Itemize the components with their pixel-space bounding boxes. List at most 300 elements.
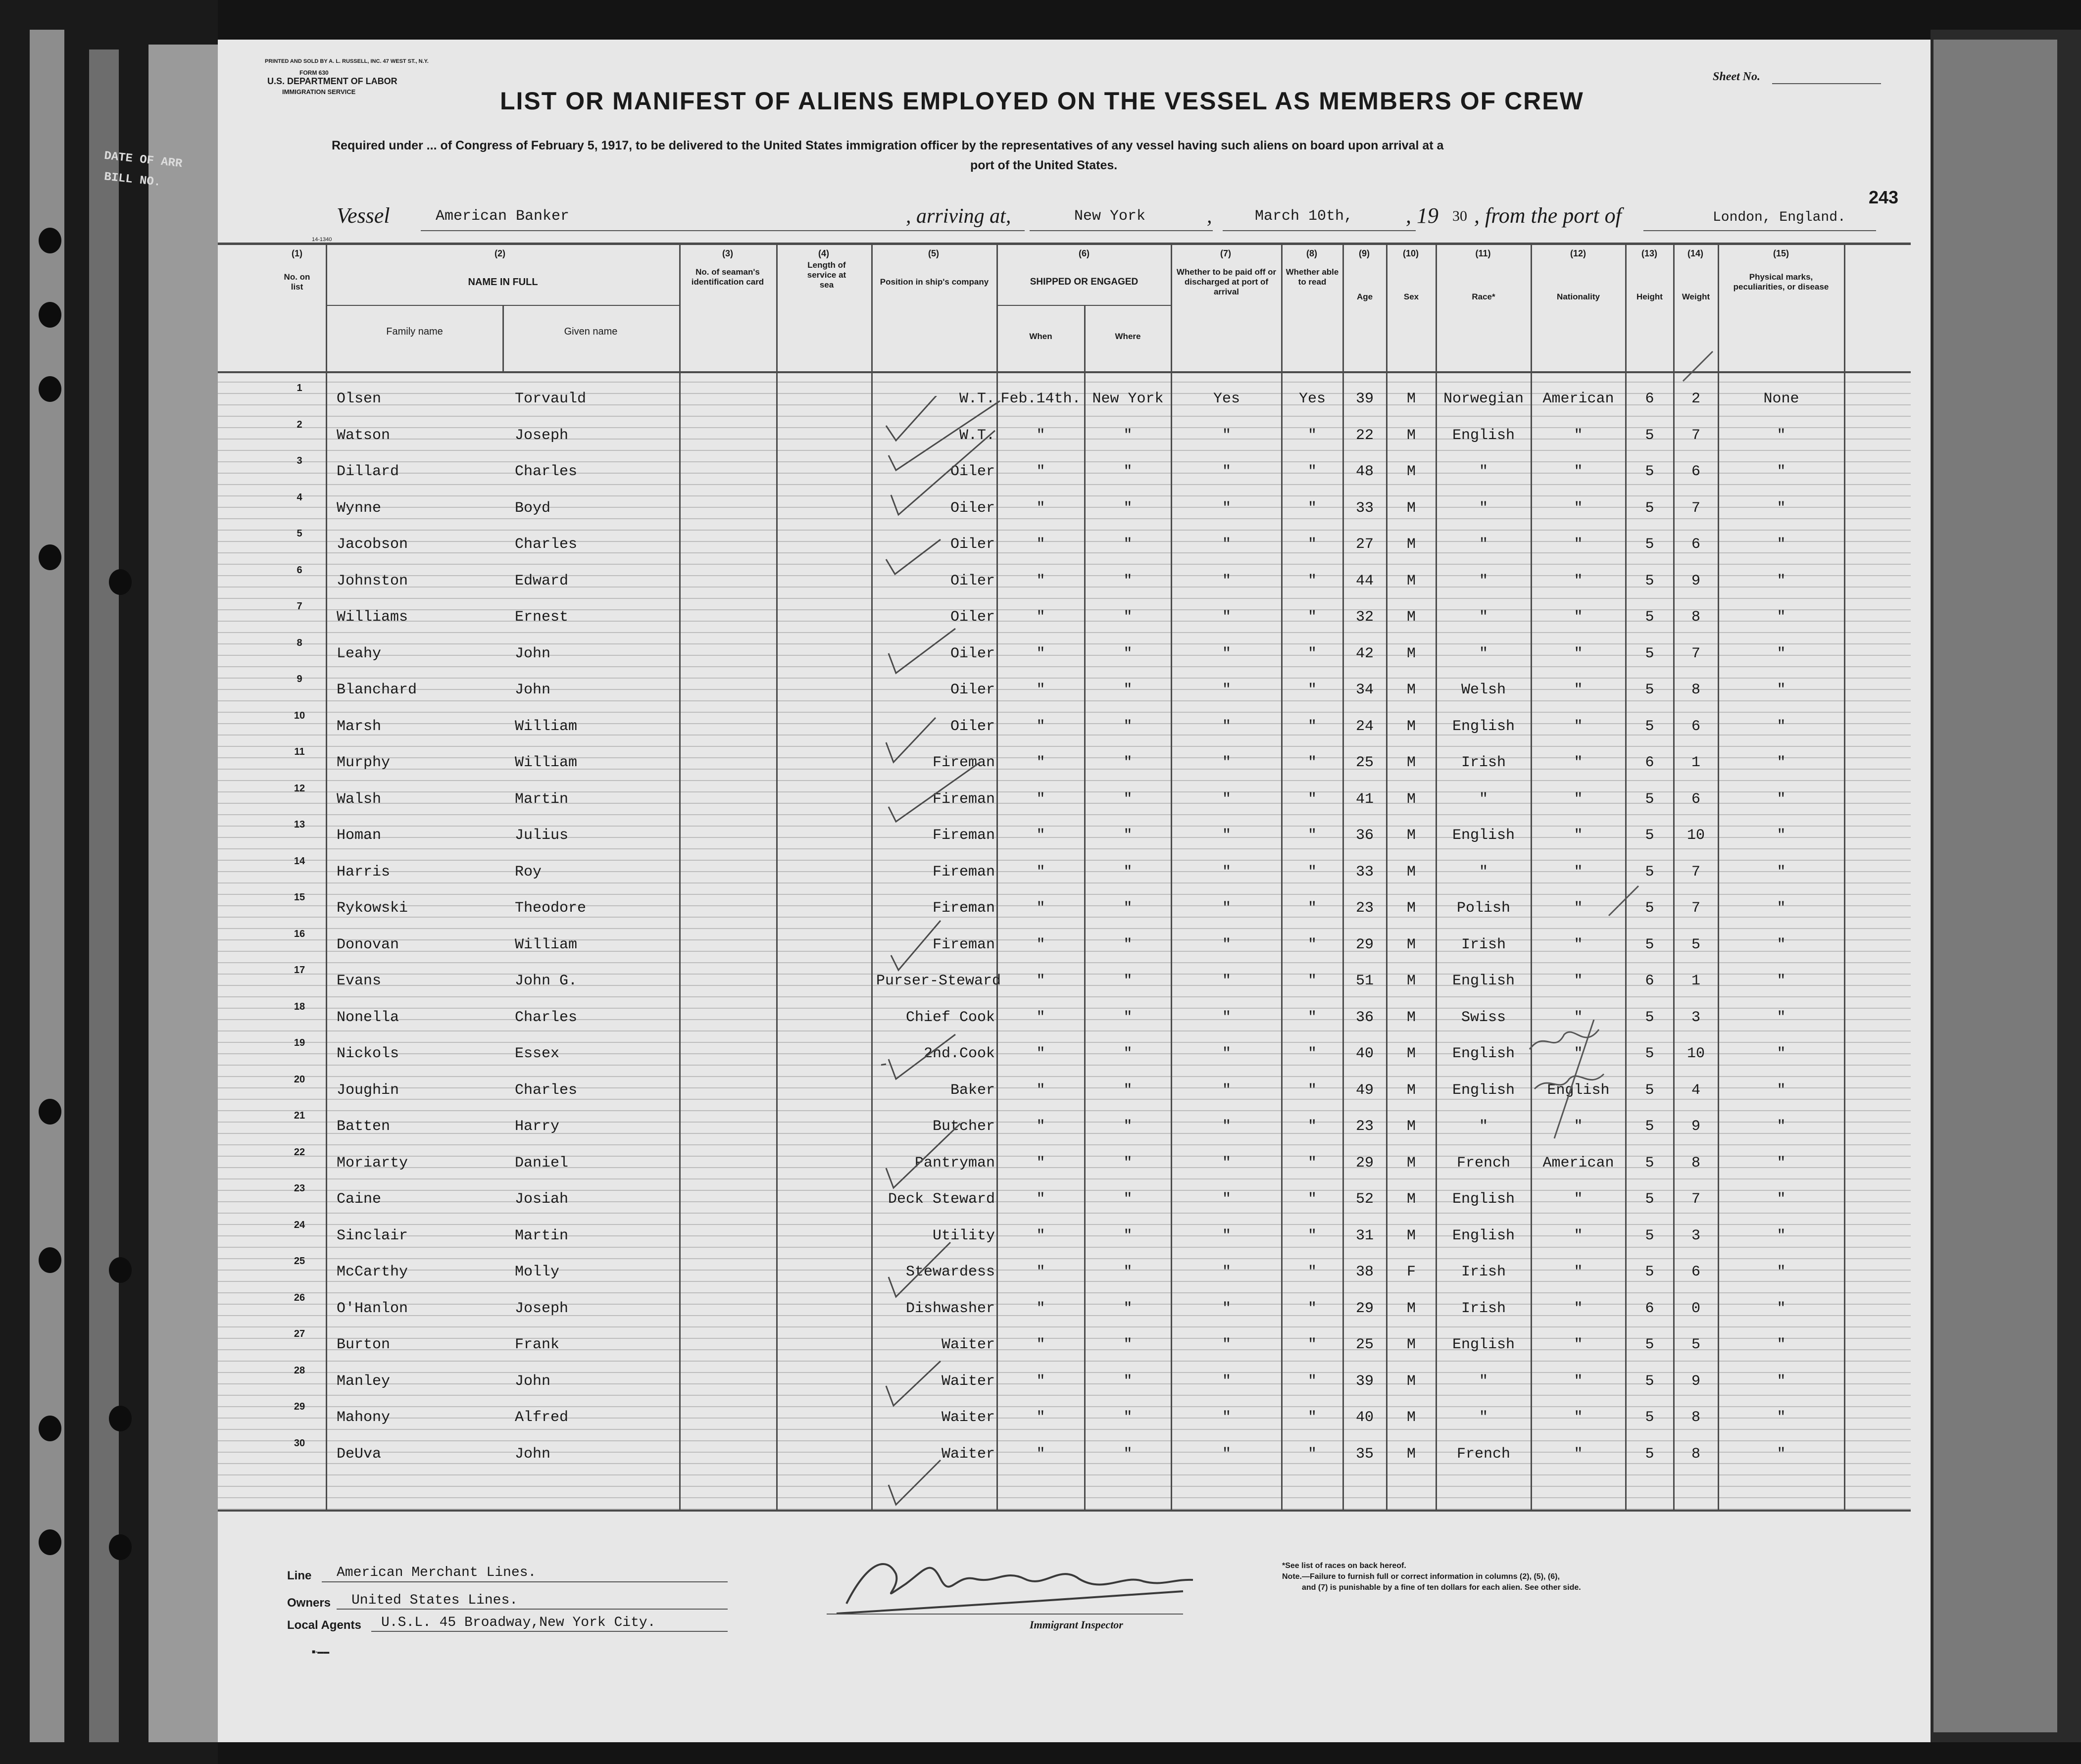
sex-cell: M: [1406, 973, 1416, 989]
position-cell: Waiter: [941, 1445, 995, 1463]
table-row: [218, 1254, 1911, 1291]
row-number-cell: 28: [294, 1365, 305, 1376]
paid-off-cell: ": [1222, 1445, 1231, 1463]
table-row: [218, 818, 1911, 854]
line-value: American Merchant Lines.: [337, 1565, 537, 1580]
nationality-cell: American: [1542, 391, 1614, 407]
age-cell: 36: [1355, 827, 1374, 844]
given-name-cell: Julius: [515, 827, 569, 844]
paid-off-cell: ": [1222, 1081, 1231, 1099]
race-cell: ": [1479, 645, 1488, 662]
paid-off-cell: ": [1222, 1227, 1231, 1244]
able-to-read-cell: ": [1307, 572, 1317, 589]
table-top-rule: [218, 243, 1911, 245]
vessel-underline: [421, 230, 1025, 231]
punch-hole: [39, 1099, 61, 1125]
weight-cell: 6: [1691, 1264, 1700, 1280]
row-number-cell: 25: [294, 1256, 305, 1267]
race-cell: English: [1452, 973, 1515, 989]
punch-hole: [109, 569, 132, 595]
header-shipped-engaged: SHIPPED OR ENGAGED: [1030, 277, 1139, 287]
position-cell: Fireman: [932, 827, 995, 844]
sex-cell: M: [1406, 427, 1416, 444]
col-num-13: (13): [1641, 248, 1657, 258]
given-name-cell: Joseph: [515, 427, 569, 444]
nationality-cell: ": [1574, 645, 1583, 662]
position-cell: W.T.: [959, 427, 995, 444]
punch-hole: [39, 1529, 61, 1555]
sex-cell: M: [1406, 572, 1416, 589]
race-cell: ": [1479, 1118, 1488, 1135]
race-cell: ": [1479, 609, 1488, 626]
age-cell: 22: [1355, 427, 1374, 444]
inspector-signature: [827, 1544, 1203, 1618]
shipped-when-cell: ": [1036, 1191, 1045, 1208]
header-age: Age: [1356, 292, 1373, 301]
row-number-cell: 11: [294, 746, 305, 757]
table-row: [218, 672, 1911, 709]
line-underline: [322, 1581, 728, 1582]
able-to-read-cell: ": [1307, 1227, 1317, 1244]
race-cell: English: [1452, 1336, 1515, 1353]
age-cell: 42: [1355, 645, 1374, 662]
age-cell: 29: [1355, 1154, 1374, 1172]
height-cell: 5: [1645, 1045, 1654, 1062]
family-name-cell: Walsh: [337, 790, 382, 808]
shipped-where-cell: ": [1123, 1264, 1133, 1280]
position-cell: Oiler: [950, 718, 995, 735]
height-cell: 5: [1645, 1336, 1654, 1353]
paid-off-cell: ": [1222, 1154, 1231, 1172]
weight-cell: 5: [1691, 936, 1700, 953]
row-number-cell: 6: [297, 564, 302, 576]
shipped-when-cell: ": [1036, 682, 1045, 698]
able-to-read-cell: ": [1307, 1409, 1317, 1426]
header-race: Race*: [1472, 292, 1495, 301]
paid-off-cell: ": [1222, 900, 1231, 917]
shipped-when-cell: ": [1036, 572, 1045, 589]
nationality-cell: ": [1574, 973, 1583, 989]
shipped-where-cell: ": [1123, 1045, 1133, 1062]
table-row: [218, 1291, 1911, 1327]
position-cell: Oiler: [950, 536, 995, 553]
col-num-2: (2): [495, 248, 505, 258]
given-name-cell: Boyd: [515, 499, 551, 517]
row-number-cell: 9: [297, 674, 302, 685]
shipped-where-cell: ": [1123, 1009, 1133, 1026]
weight-cell: 7: [1691, 499, 1700, 517]
physical-marks-cell: ": [1777, 754, 1786, 771]
shipped-when-cell: ": [1036, 1336, 1045, 1353]
height-cell: 6: [1645, 754, 1654, 771]
weight-cell: 3: [1691, 1009, 1700, 1026]
punch-hole: [109, 1406, 132, 1431]
year-suffix: 30: [1452, 208, 1467, 224]
nationality-cell: ": [1574, 900, 1583, 917]
nationality-cell: ": [1574, 1118, 1583, 1135]
able-to-read-cell: ": [1307, 936, 1317, 953]
col-num-5: (5): [928, 248, 939, 258]
table-row: [218, 1327, 1911, 1364]
nationality-cell: ": [1574, 536, 1583, 553]
table-row: [218, 1436, 1911, 1473]
sex-cell: M: [1406, 790, 1416, 808]
race-cell: Irish: [1461, 1300, 1506, 1317]
nationality-cell: ": [1574, 1409, 1583, 1426]
given-name-cell: Joseph: [515, 1300, 569, 1317]
given-name-cell: Edward: [515, 572, 569, 589]
race-cell: ": [1479, 863, 1488, 881]
sex-cell: M: [1406, 1445, 1416, 1463]
row-number-cell: 29: [294, 1401, 305, 1412]
age-cell: 49: [1355, 1081, 1374, 1099]
given-name-cell: William: [515, 718, 578, 735]
family-name-cell: Homan: [337, 827, 382, 844]
physical-marks-cell: ": [1777, 718, 1786, 735]
able-to-read-cell: ": [1307, 863, 1317, 881]
family-name-cell: Donovan: [337, 936, 399, 953]
table-row: [218, 1073, 1911, 1109]
shipped-when-cell: ": [1036, 790, 1045, 808]
height-cell: 5: [1645, 499, 1654, 517]
header-family-name: Family name: [386, 326, 443, 337]
age-cell: 51: [1355, 973, 1374, 989]
shipped-when-cell: Feb.14th.: [1000, 391, 1081, 407]
paid-off-cell: ": [1222, 536, 1231, 553]
able-to-read-cell: ": [1307, 1081, 1317, 1099]
nationality-cell: ": [1574, 1372, 1583, 1390]
sex-cell: M: [1406, 1045, 1416, 1062]
nationality-cell: ": [1574, 1045, 1583, 1062]
position-cell: W.T.: [959, 391, 995, 407]
weight-cell: 7: [1691, 645, 1700, 662]
margin-stamp-date: DATE OF ARR: [103, 149, 183, 171]
table-row: [218, 563, 1911, 600]
position-cell: Waiter: [941, 1409, 995, 1426]
shipped-where-cell: ": [1123, 1300, 1133, 1317]
row-number-cell: 14: [294, 855, 305, 867]
service-name: IMMIGRATION SERVICE: [282, 88, 356, 96]
header-name-in-full: NAME IN FULL: [468, 277, 538, 288]
given-name-cell: John: [515, 1372, 551, 1390]
age-cell: 23: [1355, 1118, 1374, 1135]
position-cell: Fireman: [932, 936, 995, 953]
age-cell: 41: [1355, 790, 1374, 808]
sex-cell: M: [1406, 900, 1416, 917]
height-cell: 5: [1645, 1154, 1654, 1172]
paid-off-cell: ": [1222, 790, 1231, 808]
arriving-underline: [1030, 230, 1213, 231]
paid-off-cell: ": [1222, 1191, 1231, 1208]
col-divider: [502, 305, 504, 371]
physical-marks-cell: ": [1777, 900, 1786, 917]
table-row: [218, 490, 1911, 527]
family-name-cell: Batten: [337, 1118, 391, 1135]
age-cell: 52: [1355, 1191, 1374, 1208]
age-cell: 36: [1355, 1009, 1374, 1026]
shipped-when-cell: ": [1036, 754, 1045, 771]
race-cell: ": [1479, 536, 1488, 553]
race-cell: ": [1479, 1409, 1488, 1426]
shipped-when-cell: ": [1036, 900, 1045, 917]
given-name-cell: Harry: [515, 1118, 560, 1135]
sex-cell: M: [1406, 609, 1416, 626]
weight-cell: 8: [1691, 1154, 1700, 1172]
family-name-cell: Nonella: [337, 1009, 399, 1026]
age-cell: 29: [1355, 936, 1374, 953]
position-cell: Pantryman: [914, 1154, 995, 1172]
position-cell: Waiter: [941, 1372, 995, 1390]
sex-cell: M: [1406, 1154, 1416, 1172]
weight-cell: 7: [1691, 1191, 1700, 1208]
vessel-name: American Banker: [436, 208, 570, 225]
nationality-cell: ": [1574, 1300, 1583, 1317]
paid-off-cell: ": [1222, 1118, 1231, 1135]
sex-cell: M: [1406, 718, 1416, 735]
race-cell: English: [1452, 827, 1515, 844]
physical-marks-cell: ": [1777, 1009, 1786, 1026]
shipped-when-cell: ": [1036, 499, 1045, 517]
row-number-cell: 26: [294, 1292, 305, 1303]
nationality-cell: ": [1574, 827, 1583, 844]
paid-off-cell: ": [1222, 682, 1231, 698]
race-cell: English: [1452, 1227, 1515, 1244]
shipped-where-cell: ": [1123, 1445, 1133, 1463]
col-num-10: (10): [1402, 248, 1419, 258]
handwritten-annotation: [1678, 346, 1718, 386]
race-cell: ": [1479, 1372, 1488, 1390]
given-name-cell: Theodore: [515, 900, 587, 917]
from-port-underline: [1643, 230, 1876, 231]
given-name-cell: Martin: [515, 1227, 569, 1244]
table-bottom-rule: [218, 1510, 1911, 1512]
height-cell: 5: [1645, 827, 1654, 844]
row-number-cell: 22: [294, 1146, 305, 1158]
shipped-where-cell: ": [1123, 1227, 1133, 1244]
given-name-cell: Josiah: [515, 1191, 569, 1208]
nationality-cell: ": [1574, 463, 1583, 480]
col-num-15: (15): [1773, 248, 1789, 258]
row-number-cell: 20: [294, 1074, 305, 1085]
age-cell: 33: [1355, 863, 1374, 881]
weight-cell: 1: [1691, 973, 1700, 989]
weight-cell: 6: [1691, 536, 1700, 553]
able-to-read-cell: ": [1307, 1045, 1317, 1062]
shipped-where-cell: ": [1123, 427, 1133, 444]
paid-off-cell: ": [1222, 863, 1231, 881]
paid-off-cell: ": [1222, 973, 1231, 989]
shipped-where-cell: ": [1123, 682, 1133, 698]
form-number: FORM 630: [299, 69, 329, 76]
race-cell: ": [1479, 463, 1488, 480]
race-cell: English: [1452, 718, 1515, 735]
position-cell: Fireman: [932, 790, 995, 808]
date-underline: [1223, 230, 1416, 231]
weight-cell: 10: [1686, 827, 1705, 844]
from-port-label: , from the port of: [1474, 203, 1622, 228]
table-row: [218, 454, 1911, 490]
row-number-cell: 12: [294, 783, 305, 794]
shipped-when-cell: ": [1036, 1445, 1045, 1463]
shipped-when-cell: ": [1036, 1227, 1045, 1244]
family-name-cell: Harris: [337, 863, 391, 881]
nationality-cell: ": [1574, 1445, 1583, 1463]
shipped-where-cell: ": [1123, 1081, 1133, 1099]
binder-strip: [149, 45, 218, 1742]
shipped-where-cell: ": [1123, 900, 1133, 917]
able-to-read-cell: ": [1307, 463, 1317, 480]
header-rule: [218, 371, 1911, 373]
position-cell: Stewardess: [905, 1264, 995, 1280]
given-name-cell: William: [515, 936, 578, 953]
table-row: [218, 1400, 1911, 1436]
position-cell: Oiler: [950, 645, 995, 662]
sex-cell: M: [1406, 682, 1416, 698]
shipped-when-cell: ": [1036, 973, 1045, 989]
family-name-cell: DeUva: [337, 1445, 382, 1463]
row-number-cell: 1: [297, 383, 302, 393]
owners-value: United States Lines.: [351, 1593, 518, 1608]
table-row: [218, 890, 1911, 927]
height-cell: 6: [1645, 973, 1654, 989]
physical-marks-cell: ": [1777, 1445, 1786, 1463]
age-cell: 25: [1355, 1336, 1374, 1353]
weight-cell: 10: [1686, 1045, 1705, 1062]
height-cell: 5: [1645, 1445, 1654, 1463]
able-to-read-cell: ": [1307, 790, 1317, 808]
shipped-where-cell: ": [1123, 1118, 1133, 1135]
race-cell: ": [1479, 790, 1488, 808]
table-row: [218, 1181, 1911, 1218]
shipped-when-cell: ": [1036, 1154, 1045, 1172]
page-number: 243: [1869, 187, 1899, 207]
age-cell: 32: [1355, 609, 1374, 626]
shipped-when-cell: ": [1036, 645, 1045, 662]
family-name-cell: Burton: [337, 1336, 391, 1353]
sex-cell: M: [1406, 827, 1416, 844]
header-given-name: Given name: [564, 326, 618, 337]
position-cell: Chief Cook: [905, 1009, 995, 1026]
vessel-label: Vessel: [337, 203, 390, 228]
age-cell: 39: [1355, 391, 1374, 407]
physical-marks-cell: None: [1763, 391, 1799, 407]
punch-hole: [39, 544, 61, 570]
header-paid-off: Whether to be paid off or discharged at port of arrival: [1176, 267, 1277, 296]
header-height: Height: [1636, 292, 1663, 301]
race-cell: English: [1452, 1045, 1515, 1062]
physical-marks-cell: ": [1777, 572, 1786, 589]
row-number-cell: 8: [297, 637, 302, 648]
family-name-cell: Evans: [337, 973, 382, 989]
able-to-read-cell: ": [1307, 1118, 1317, 1135]
physical-marks-cell: ": [1777, 609, 1786, 626]
nationality-cell: ": [1574, 427, 1583, 444]
physical-marks-cell: ": [1777, 463, 1786, 480]
family-name-cell: Jacobson: [337, 536, 408, 553]
race-cell: Irish: [1461, 936, 1506, 953]
height-cell: 6: [1645, 1300, 1654, 1317]
family-name-cell: Olsen: [337, 391, 382, 407]
col-num-12: (12): [1570, 248, 1586, 258]
sex-cell: M: [1406, 536, 1416, 553]
physical-marks-cell: ": [1777, 645, 1786, 662]
paid-off-cell: ": [1222, 1372, 1231, 1390]
family-name-cell: Manley: [337, 1372, 391, 1390]
table-row: [218, 599, 1911, 636]
physical-marks-cell: ": [1777, 1045, 1786, 1062]
age-cell: 31: [1355, 1227, 1374, 1244]
race-cell: English: [1452, 1191, 1515, 1208]
paid-off-cell: ": [1222, 1336, 1231, 1353]
position-cell: Fireman: [932, 754, 995, 771]
date-comma: ,: [1207, 205, 1212, 228]
paid-off-cell: ": [1222, 1409, 1231, 1426]
penalty-note-2: and (7) is punishable by a fine of ten dollars for each alien. See other side.: [1302, 1583, 1581, 1592]
punch-hole: [39, 1247, 61, 1273]
table-row: [218, 1000, 1911, 1036]
punch-hole: [109, 1534, 132, 1560]
position-cell: Dishwasher: [905, 1300, 995, 1317]
position-cell: Purser-Steward: [876, 973, 1001, 989]
col-num-7: (7): [1220, 248, 1231, 258]
age-cell: 38: [1355, 1264, 1374, 1280]
row-number-cell: 17: [294, 965, 305, 976]
given-name-cell: Martin: [515, 790, 569, 808]
shipped-where-cell: ": [1123, 1154, 1133, 1172]
table-row: [218, 854, 1911, 891]
nationality-cell: ": [1574, 1264, 1583, 1280]
able-to-read-cell: ": [1307, 973, 1317, 989]
shipped-where-cell: ": [1123, 863, 1133, 881]
age-cell: 27: [1355, 536, 1374, 553]
physical-marks-cell: ": [1777, 1300, 1786, 1317]
handwritten-annotation: [1604, 881, 1643, 921]
shipped-when-cell: ": [1036, 609, 1045, 626]
position-cell: Oiler: [950, 463, 995, 480]
sex-cell: M: [1406, 1118, 1416, 1135]
given-name-cell: John G.: [515, 973, 578, 989]
height-cell: 5: [1645, 572, 1654, 589]
family-name-cell: McCarthy: [337, 1264, 408, 1280]
row-number-cell: 5: [297, 528, 302, 539]
age-cell: 23: [1355, 900, 1374, 917]
shipped-where-cell: ": [1123, 754, 1133, 771]
weight-cell: 6: [1691, 718, 1700, 735]
weight-cell: 5: [1691, 1336, 1700, 1353]
family-name-cell: Johnston: [337, 572, 408, 589]
sex-cell: F: [1406, 1264, 1416, 1280]
shipped-when-cell: ": [1036, 1009, 1045, 1026]
sex-cell: M: [1406, 863, 1416, 881]
race-cell: Norwegian: [1443, 391, 1524, 407]
shipped-when-cell: ": [1036, 1264, 1045, 1280]
nationality-cell: ": [1574, 790, 1583, 808]
manifest-rows: [218, 381, 1911, 1490]
physical-marks-cell: ": [1777, 790, 1786, 808]
shipped-when-cell: ": [1036, 1081, 1045, 1099]
height-cell: 5: [1645, 900, 1654, 917]
handwritten-annotation: [1525, 1020, 1624, 1148]
paid-off-cell: ": [1222, 609, 1231, 626]
shipped-where-cell: ": [1123, 718, 1133, 735]
physical-marks-cell: ": [1777, 682, 1786, 698]
table-row: [218, 745, 1911, 782]
row-number-cell: 30: [294, 1437, 305, 1449]
able-to-read-cell: ": [1307, 499, 1317, 517]
sex-cell: M: [1406, 1191, 1416, 1208]
weight-cell: 8: [1691, 1445, 1700, 1463]
nationality-cell: ": [1574, 499, 1583, 517]
